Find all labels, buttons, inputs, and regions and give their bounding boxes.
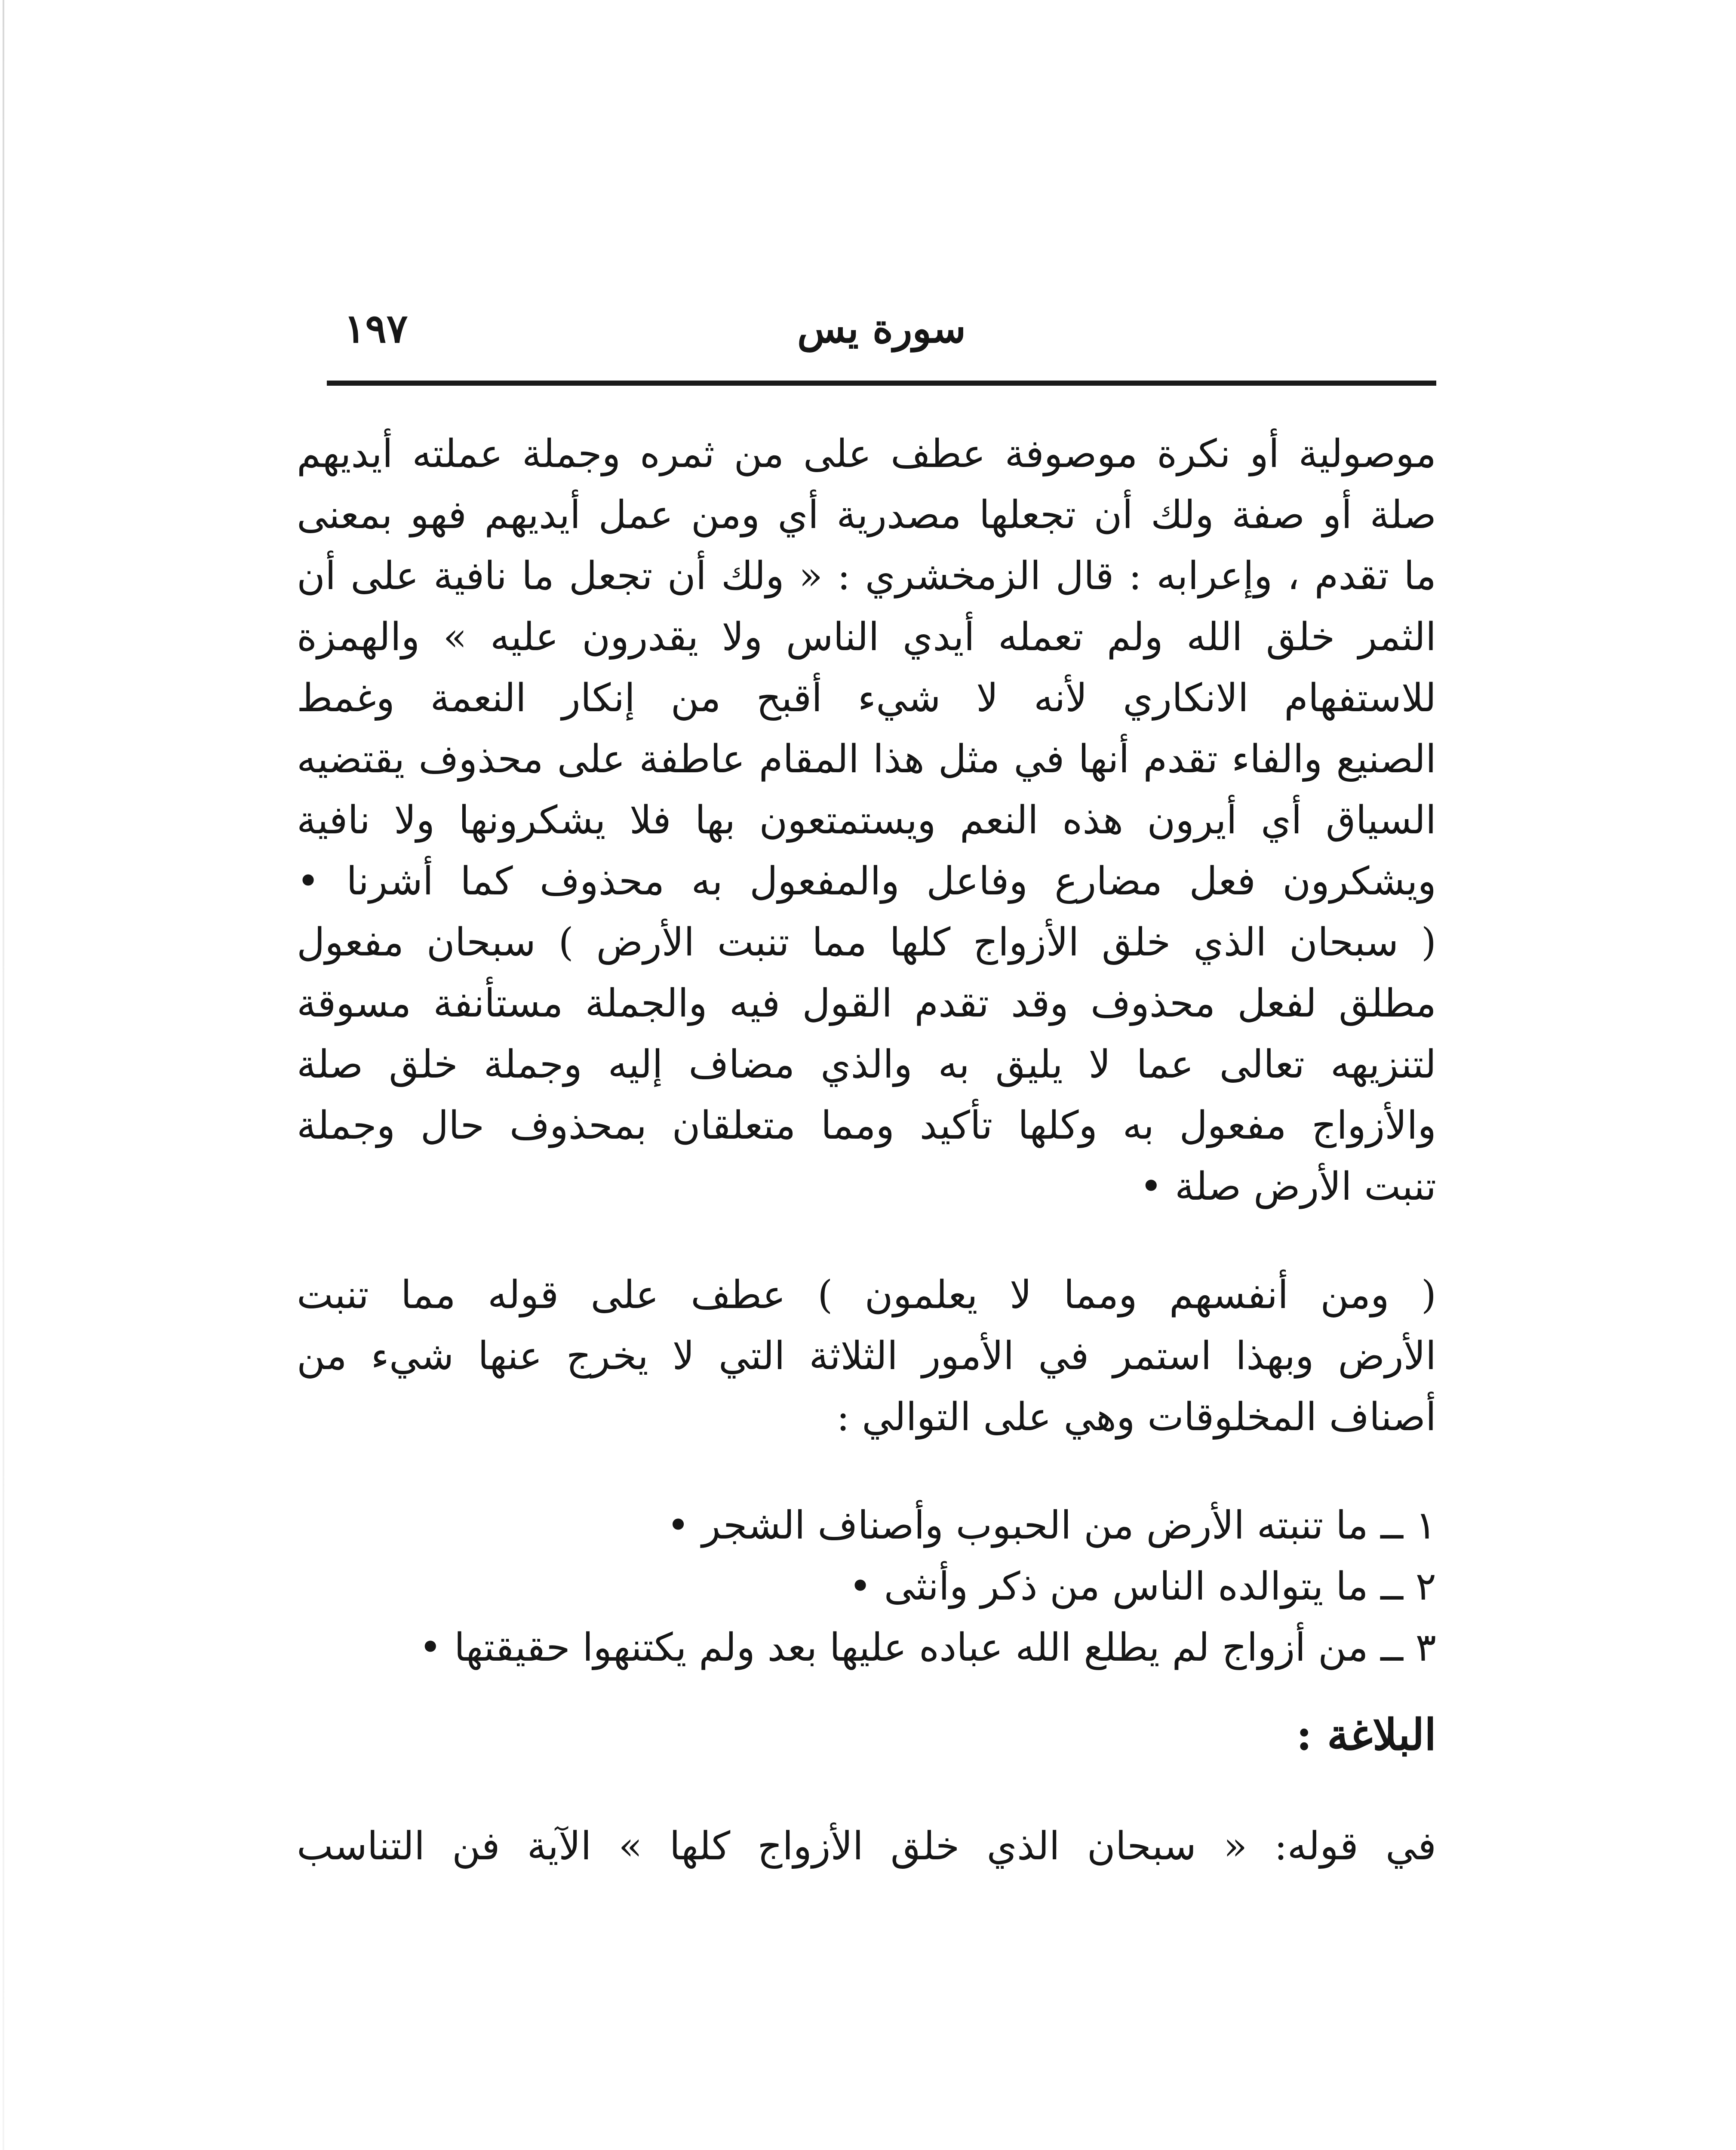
list-item: ٢ ــ ما يتوالده الناس من ذكر وأنثى •: [848, 1564, 1436, 1609]
text-line: في قوله: « سبحان الذي خلق الأزواج كلها » الآية فن التناسب: [297, 1824, 1436, 1869]
text-line: مطلق لفعل محذوف وقد تقدم القول فيه والجملة مستأنفة مسوقة: [297, 981, 1436, 1026]
paragraph-gap: [297, 1448, 1436, 1495]
text-line: الثمر خلق الله ولم تعمله أيدي الناس ولا يقدرون عليه » والهمزة: [297, 614, 1436, 660]
text-line: الأرض وبهذا استمر في الأمور الثلاثة التي لا يخرج عنها شيء من: [297, 1333, 1436, 1379]
text-line: تنبت الأرض صلة •: [1140, 1164, 1436, 1209]
text-line: والأزواج مفعول به وكلها تأكيد ومما متعلقان بمحذوف حال وجملة: [297, 1103, 1436, 1148]
numbered-list: [297, 1495, 1436, 1678]
paragraph-2: [297, 1265, 1436, 1448]
text-line: صلة أو صفة ولك أن تجعلها مصدرية أي ومن عمل أيديهم فهو بمعنى: [297, 492, 1436, 538]
header-rule: [327, 381, 1436, 386]
text-line: ويشكرون فعل مضارع وفاعل والمفعول به محذوف كما أشرنا •: [297, 859, 1436, 904]
text-line: أصناف المخلوقات وهي على التوالي :: [836, 1394, 1436, 1440]
page-number: ١٩٧: [344, 305, 408, 352]
page-header: [327, 297, 1436, 374]
list-item: ٣ ــ من أزواج لم يطلع الله عباده عليها بعد ولم يكتنهوا حقيقتها •: [419, 1625, 1436, 1670]
section-heading: البلاغة :: [1296, 1709, 1436, 1760]
list-item: ١ ــ ما تنبته الأرض من الحبوب وأصناف الشجر •: [667, 1503, 1436, 1548]
text-line: ( سبحان الذي خلق الأزواج كلها مما تنبت الأرض ) سبحان مفعول: [297, 920, 1436, 965]
text-line: موصولية أو نكرة موصوفة عطف على من ثمره وجملة عملته أيديهم: [297, 431, 1436, 476]
body-text: [297, 424, 1436, 1877]
paragraph-gap: [297, 1217, 1436, 1265]
text-line: الصنيع والفاء تقدم أنها في مثل هذا المقام عاطفة على محذوف يقتضيه: [297, 737, 1436, 782]
text-line: ( ومن أنفسهم ومما لا يعلمون ) عطف على قوله مما تنبت: [297, 1272, 1436, 1318]
paragraph-1: [297, 424, 1436, 1217]
text-line: للاستفهام الانكاري لأنه لا شيء أقبح من إنكار النعمة وغمط: [297, 676, 1436, 721]
text-line: ما تقدم ، وإعرابه : قال الزمخشري : « ولك أن تجعل ما نافية على أن: [297, 553, 1436, 599]
scan-edge: [3, 0, 4, 2150]
text-line: لتنزيهه تعالى عما لا يليق به والذي مضاف إليه وجملة خلق صلة: [297, 1042, 1436, 1087]
text-line: السياق أي أيرون هذه النعم ويستمتعون بها فلا يشكرونها ولا نافية: [297, 798, 1436, 843]
page-title: سورة يس: [797, 305, 966, 352]
